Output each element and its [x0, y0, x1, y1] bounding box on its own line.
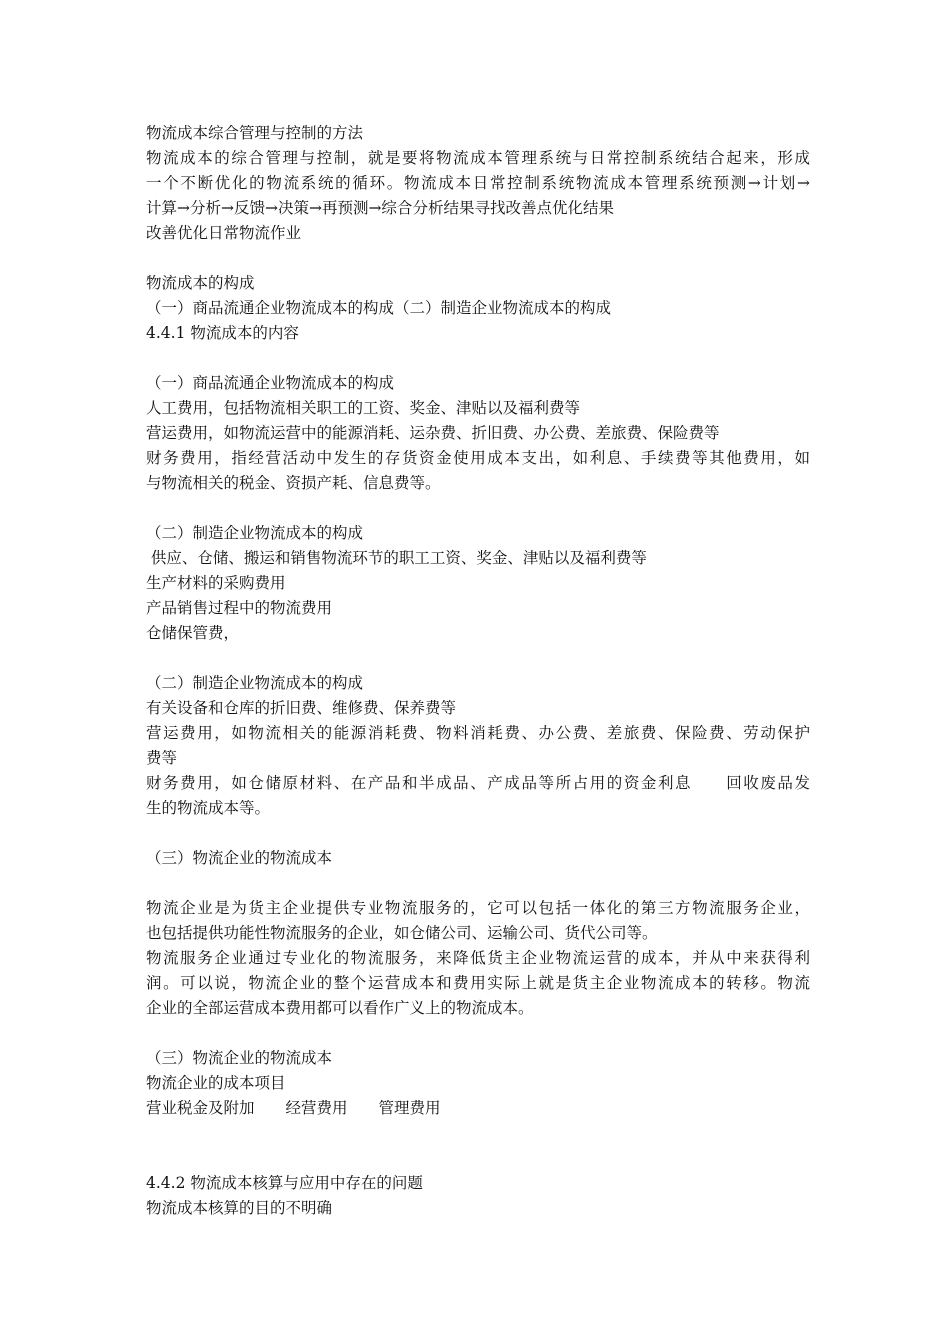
section-heading: （一）商品流通企业物流成本的构成: [146, 374, 395, 392]
paragraph-line: 与物流相关的税金、资损产耗、信息费等。: [146, 474, 441, 492]
paragraph-line: 人工费用，包括物流相关职工的工资、奖金、津贴以及福利费等: [146, 399, 581, 417]
paragraph-line: 也包括提供功能性物流服务的企业，如仓储公司、运输公司、货代公司等。: [146, 924, 658, 942]
section-heading: 物流成本综合管理与控制的方法: [146, 124, 364, 142]
paragraph-line: 物流企业的成本项目: [146, 1074, 286, 1092]
blank-line: [146, 246, 810, 271]
blank-line: [146, 1121, 810, 1146]
paragraph-line: 生的物流成本等。: [146, 799, 271, 817]
blank-line: [146, 821, 810, 846]
paragraph-line: 生产材料的采购费用: [146, 574, 286, 592]
blank-line: [146, 1021, 810, 1046]
paragraph-line: （一）商品流通企业物流成本的构成（二）制造企业物流成本的构成: [146, 299, 612, 317]
paragraph-line: 财务费用，如仓储原材料、在产品和半成品、产成品等所占用的资金利息 回收废品发: [146, 774, 810, 792]
blank-line: [146, 871, 810, 896]
blank-line: [146, 646, 810, 671]
blank-line: [146, 496, 810, 521]
paragraph-line: 财务费用，指经营活动中发生的存货资金使用成本支出，如利息、手续费等其他费用，如: [146, 449, 810, 467]
section-heading: （二）制造企业物流成本的构成: [146, 524, 364, 542]
blank-line: [146, 346, 810, 371]
paragraph-line: 供应、仓储、搬运和销售物流环节的职工工资、奖金、津贴以及福利费等: [146, 549, 647, 567]
section-heading: 物流成本的构成: [146, 274, 255, 292]
paragraph-line: 营运费用，如物流相关的能源消耗费、物料消耗费、办公费、差旅费、保险费、劳动保护: [146, 724, 810, 742]
paragraph-line: 改善优化日常物流作业: [146, 224, 302, 242]
paragraph-line: 一个不断优化的物流系统的循环。物流成本日常控制系统物流成本管理系统预测→计划→: [146, 174, 810, 192]
paragraph-line: 物流成本核算的目的不明确: [146, 1199, 333, 1217]
paragraph-line: 营业税金及附加 经营费用 管理费用: [146, 1099, 441, 1117]
paragraph-line: 营运费用，如物流运营中的能源消耗、运杂费、折旧费、办公费、差旅费、保险费等: [146, 424, 720, 442]
section-heading: （三）物流企业的物流成本: [146, 849, 333, 867]
section-heading: （三）物流企业的物流成本: [146, 1049, 333, 1067]
paragraph-line: 物流服务企业通过专业化的物流服务，来降低货主企业物流运营的成本，并从中来获得利: [146, 949, 810, 967]
paragraph-line: 产品销售过程中的物流费用: [146, 599, 333, 617]
blank-line: [146, 1146, 810, 1171]
section-heading: （二）制造企业物流成本的构成: [146, 674, 364, 692]
subsection-heading: 4.4.2 物流成本核算与应用中存在的问题: [146, 1174, 423, 1192]
paragraph-line: 仓储保管费，: [146, 624, 240, 642]
paragraph-line: 企业的全部运营成本费用都可以看作广义上的物流成本。: [146, 999, 534, 1017]
paragraph-line: 物流企业是为货主企业提供专业物流服务的，它可以包括一体化的第三方物流服务企业，: [146, 899, 810, 917]
paragraph-line: 有关设备和仓库的折旧费、维修费、保养费等: [146, 699, 457, 717]
document-page: [146, 121, 810, 1221]
paragraph-line: 物流成本的综合管理与控制，就是要将物流成本管理系统与日常控制系统结合起来，形成: [146, 149, 810, 167]
paragraph-line: 计算→分析→反馈→决策→再预测→综合分析结果寻找改善点优化结果: [146, 199, 614, 217]
paragraph-line: 费等: [146, 749, 178, 767]
subsection-heading: 4.4.1 物流成本的内容: [146, 324, 299, 342]
paragraph-line: 润。可以说，物流企业的整个运营成本和费用实际上就是货主企业物流成本的转移。物流: [146, 974, 810, 992]
